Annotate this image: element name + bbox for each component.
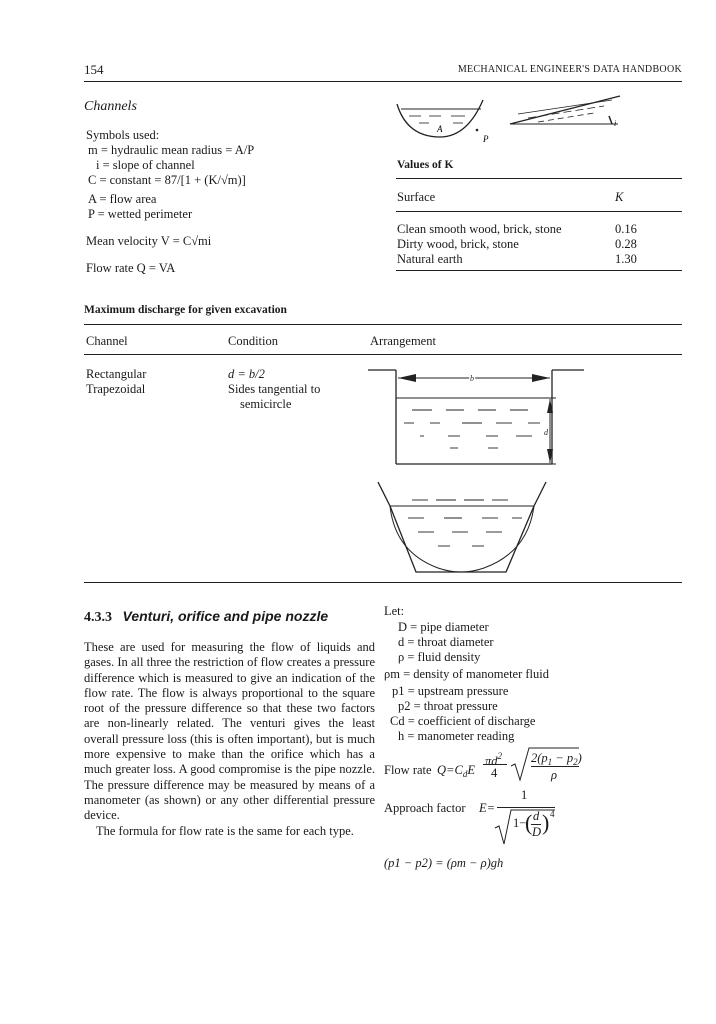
values-of-k-title: Values of K — [397, 159, 454, 171]
header-rule — [84, 81, 682, 82]
k-row-value: 1.30 — [615, 252, 637, 266]
label-depth: d — [544, 428, 548, 437]
section-title: Venturi, orifice and pipe nozzle — [122, 608, 329, 624]
symbol-m: m = hydraulic mean radius = A/P — [88, 143, 255, 157]
discharge-header-channel: Channel — [86, 334, 128, 348]
discharge-table-bottom-rule — [84, 582, 682, 583]
venturi-paragraph: The formula for flow rate is the same for each type. — [96, 823, 354, 838]
definition-h: h = manometer reading — [398, 729, 515, 743]
condition-trapezoidal-cont: semicircle — [240, 397, 292, 411]
max-discharge-title: Maximum discharge for given excavation — [84, 304, 287, 316]
channel-section-diagram — [395, 92, 500, 147]
label-perimeter: P — [483, 134, 489, 144]
flow-rate-label: Flow rate — [384, 763, 432, 777]
section-title-channels: Channels — [84, 99, 137, 114]
venturi-description — [84, 640, 375, 839]
let-heading: Let: — [384, 604, 405, 618]
condition-trapezoidal: Sides tangential to — [228, 382, 321, 396]
definition-D: D = pipe diameter — [398, 620, 489, 634]
definition-p2: p2 = throat pressure — [398, 699, 498, 713]
k-row-surface: Natural earth — [397, 252, 463, 266]
flow-rate: Flow rate Q = VA — [86, 261, 176, 275]
definition-rho-m: ρm = density of manometer fluid — [384, 667, 549, 681]
symbol-p: P = wetted perimeter — [88, 207, 193, 221]
definition-cd: Cd = coefficient of discharge — [390, 714, 536, 728]
k-table-bottom-rule — [396, 270, 682, 271]
label-width: b — [470, 374, 474, 383]
k-row-surface: Dirty wood, brick, stone — [397, 237, 519, 251]
discharge-header-condition: Condition — [228, 334, 279, 348]
label-slope: i — [614, 119, 617, 128]
definition-p1: p1 = upstream pressure — [392, 684, 509, 698]
discharge-header-arrangement: Arrangement — [370, 334, 436, 348]
definition-d: d = throat diameter — [398, 635, 494, 649]
condition-rectangular: d = b/2 — [228, 367, 265, 381]
channel-slope-diagram — [508, 94, 626, 134]
venturi-paragraph: These are used for measuring the flow of liquids and gases. In all three the restriction of flow creates a pressure difference which is measured to give an indication of the flow rate. The flow is always proportional to the square root of the pressure difference so that these two factors are non-linearly related. The venturi gives the least overall pressure loss (this is often important), but is much more expensive to make than the orifice which has a much greater loss. A good compromise is the pipe nozzle. The pressure difference may be measured by means of a manometer (as shown) or any other differential pressure device. — [84, 640, 375, 823]
symbol-c: C = constant = 87/[1 + (K/√m)] — [88, 173, 246, 187]
page-number: 154 — [84, 62, 104, 77]
k-row-value: 0.16 — [615, 222, 637, 236]
k-table-header-surface: Surface — [397, 190, 436, 204]
k-table-top-rule — [396, 178, 682, 179]
section-number: 4.3.3 — [84, 610, 112, 625]
mean-velocity: Mean velocity V = C√mi — [86, 234, 212, 248]
book-title: MECHANICAL ENGINEER'S DATA HANDBOOK — [457, 64, 682, 75]
channel-rectangular: Rectangular — [86, 367, 147, 381]
symbol-i: i = slope of channel — [96, 158, 195, 172]
k-row-surface: Clean smooth wood, brick, stone — [397, 222, 562, 236]
symbol-a: A = flow area — [88, 192, 157, 206]
definition-rho: ρ = fluid density — [398, 650, 481, 664]
discharge-table-header-rule — [84, 354, 682, 355]
discharge-table-top-rule — [84, 324, 682, 325]
section-heading-venturi — [84, 608, 328, 626]
rectangular-channel-diagram — [368, 366, 590, 468]
k-row-value: 0.28 — [615, 237, 637, 251]
channel-trapezoidal: Trapezoidal — [86, 382, 146, 396]
k-table-header-k: K — [615, 190, 624, 204]
label-area: A — [437, 124, 443, 134]
pressure-formula: (p1 − p2) = (ρm − ρ)gh — [384, 856, 504, 870]
approach-factor-label: Approach factor — [384, 801, 466, 815]
symbols-heading: Symbols used: — [86, 128, 160, 142]
trapezoidal-channel-diagram — [378, 480, 550, 578]
k-table-header-rule — [396, 211, 682, 212]
